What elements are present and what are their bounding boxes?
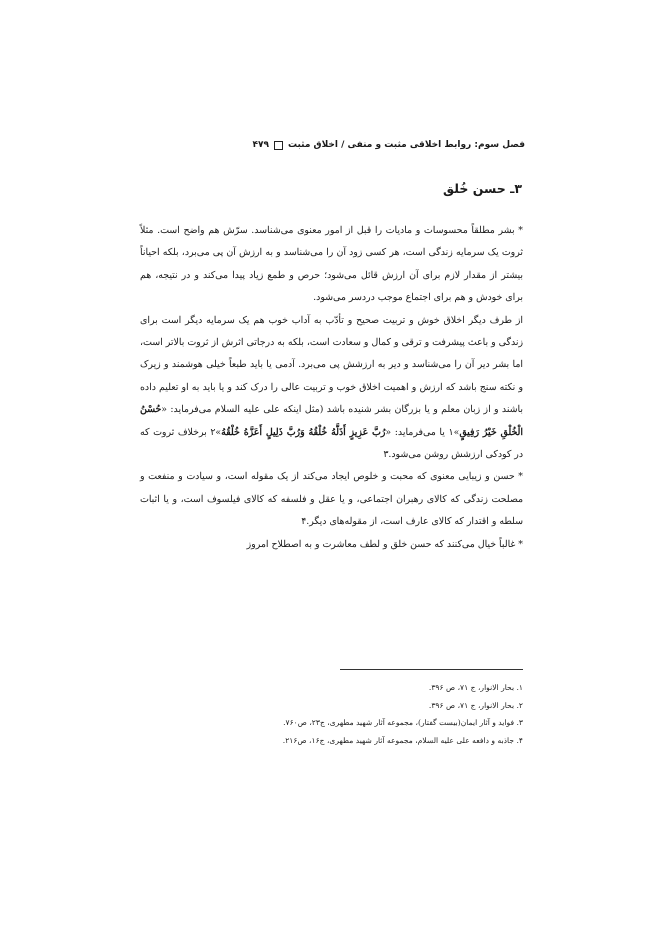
hadith-quote-2: رُبَّ عَزِيزٍ أَذَلَّهُ خُلْقُهُ وَرُبَّ ذَلِيلٍ أَعَزَّهُ خُلْقُهُ (221, 426, 386, 438)
paragraph-2 (140, 310, 523, 467)
page-number: ۴۷۹ (252, 140, 269, 150)
paragraph-2-tail: »۲ برخلاف ثروت که در کودکی ارزشش روشن می‌شود.۳ (140, 426, 523, 461)
footnote-2: ۲. بحار الانوار، ج ۷۱، ص ۳۹۶. (428, 700, 523, 710)
paragraph-3: * حسن و زیبایی معنوی که محبت و خلوص ایجاد می‌کند از یک مقوله است، و سیادت و منفعت و مصلحت زندگی که کالای رهبران اجتماعی، و یا عقل و فلسفه که کالای فیلسوف است، و یا اثبات سلطه و اقتدار که کالای عارف است، از مقوله‌های دیگر.۴ (140, 471, 523, 528)
footnote-1: ۱. بحار الانوار، ج ۷۱، ص ۳۹۶. (428, 683, 523, 692)
section-title: ۳ـ حسن خُلق (443, 181, 522, 196)
footnote-4: ۴. جاذبه و دافعه علی علیه السلام، مجموعه آثار شهید مطهری، ج۱۶، ص۲۱۶. (282, 735, 523, 745)
footnote-3: ۳. فواید و آثار ایمان(بیست گفتار)، مجموعه آثار شهید مطهری، ج۲۳، ص۷۶۰. (283, 718, 523, 728)
body-text (140, 220, 523, 556)
footnotes (140, 679, 523, 749)
paragraph-4: * غالباً خیال می‌کنند که حسن خلق و لطف معاشرت و به اصطلاح امروز (246, 538, 523, 550)
paragraph-2-mid: »۱ یا می‌فرماید: « (385, 426, 460, 438)
paragraph-2-text: از طرف دیگر اخلاق خوش و تربیت صحیح و تأدّب به آداب خوب هم یک سرمایه دیگر است برای زندگی و باعث پیشرفت و ترقی و کمال و سعادت است، بلکه به درجاتی اثرش از ثروت بالاتر است، اما بشر دیر آن را می‌شناسد و دیر به ارزشش پی می‌برد. آدمی یا باید طبعاً خیلی هوشمند و زیرک و نکته سنج باشد که ارزش و اهمیت اخلاق خوب و تربیت عالی را درک کند و یا باید به او تعلیم داده باشند و از زبان معلم و یا بزرگان بشر شنیده باشد (مثل اینکه علی علیه السلام می‌فرماید: « (140, 314, 523, 416)
paragraph-1: * بشر مطلقاً محسوسات و ماديات را قبل از امور معنوی می‌شناسد. سرّش هم واضح است. مثلاً ثروت یک سرمایه زندگی است، هر کسی زود آن را می‌شناسد و به ارزش آن پی می‌برد، بلکه احیاناً بیشتر از مقدار لازم برای آن ارزش قائل می‌شود؛ حرص و طمع زیاد پیدا می‌کند و در نتیجه، هم برای خودش و هم برای اجتماع موجب دردسر می‌شود. (140, 225, 523, 304)
header-chapter-title: فصل سوم: روابط اخلاقی مثبت و منفی / اخلاق مثبت (287, 140, 525, 150)
hadith-quote-1: حُسْنُ الْخُلْقِ خَيْرُ رَفِيقٍ (140, 404, 523, 438)
square-icon (274, 141, 283, 150)
running-header (140, 140, 525, 150)
footnote-separator (340, 669, 523, 670)
